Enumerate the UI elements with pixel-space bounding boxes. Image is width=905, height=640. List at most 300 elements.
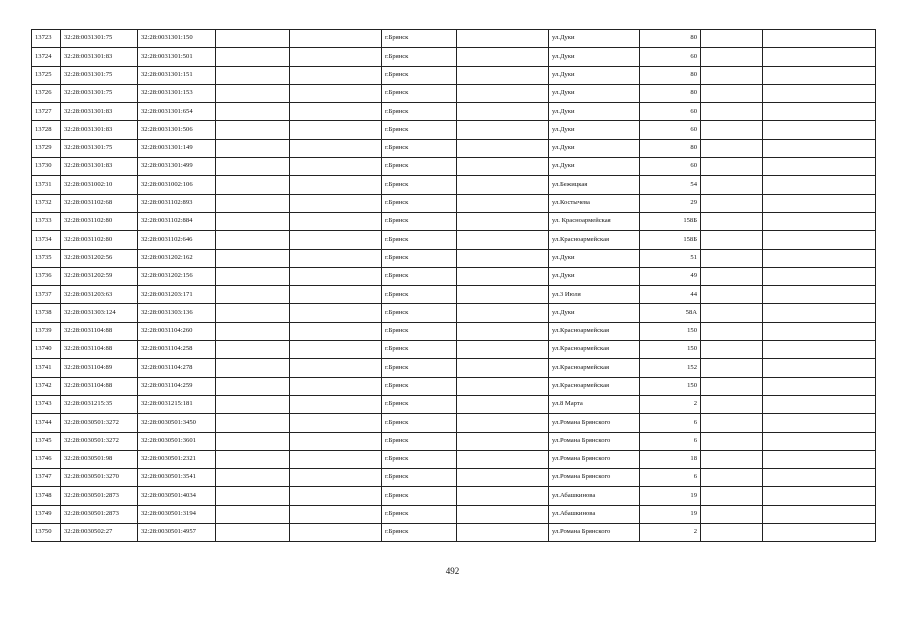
cell-empty <box>216 158 290 176</box>
cell-empty <box>763 139 876 157</box>
cell-record-number: 13737 <box>32 286 61 304</box>
table-row <box>32 487 876 505</box>
cell-city: г.Брянск <box>382 524 457 542</box>
cell-empty <box>701 505 763 523</box>
cell-empty <box>763 66 876 84</box>
cell-empty <box>701 487 763 505</box>
cell-empty <box>763 231 876 249</box>
cell-empty <box>457 432 549 450</box>
cell-empty <box>457 267 549 285</box>
cell-cadastral-number: 32:28:0030501:3194 <box>138 505 216 523</box>
table-row <box>32 66 876 84</box>
cell-empty <box>216 66 290 84</box>
table-row <box>32 359 876 377</box>
cell-house-number: 58А <box>640 304 701 322</box>
cell-empty <box>701 341 763 359</box>
cell-empty <box>216 30 290 48</box>
cell-empty <box>457 158 549 176</box>
cell-empty <box>457 121 549 139</box>
cell-house-number: 60 <box>640 158 701 176</box>
cell-record-number: 13745 <box>32 432 61 450</box>
cell-empty <box>290 48 382 66</box>
table-row <box>32 84 876 102</box>
cell-empty <box>701 359 763 377</box>
cell-parent-cadastral-number: 32:28:0031301:83 <box>61 158 138 176</box>
cell-empty <box>290 395 382 413</box>
cell-city: г.Брянск <box>382 158 457 176</box>
cell-house-number: 18 <box>640 450 701 468</box>
cell-empty <box>457 48 549 66</box>
cell-cadastral-number: 32:28:0031104:259 <box>138 377 216 395</box>
cell-parent-cadastral-number: 32:28:0030501:2873 <box>61 487 138 505</box>
cell-city: г.Брянск <box>382 48 457 66</box>
cell-house-number: 6 <box>640 469 701 487</box>
cell-cadastral-number: 32:28:0031104:278 <box>138 359 216 377</box>
table-row <box>32 231 876 249</box>
cell-parent-cadastral-number: 32:28:0031301:83 <box>61 121 138 139</box>
cell-empty <box>457 176 549 194</box>
cell-empty <box>290 66 382 84</box>
cell-record-number: 13731 <box>32 176 61 194</box>
cell-empty <box>763 212 876 230</box>
cell-city: г.Брянск <box>382 487 457 505</box>
cell-empty <box>216 432 290 450</box>
cell-empty <box>290 139 382 157</box>
cell-parent-cadastral-number: 32:28:0030501:3272 <box>61 432 138 450</box>
cell-record-number: 13734 <box>32 231 61 249</box>
cell-empty <box>763 505 876 523</box>
cell-empty <box>701 139 763 157</box>
cell-cadastral-number: 32:28:0030501:2321 <box>138 450 216 468</box>
cell-empty <box>290 432 382 450</box>
table-row <box>32 377 876 395</box>
cell-empty <box>763 322 876 340</box>
cell-house-number: 2 <box>640 395 701 413</box>
cell-cadastral-number: 32:28:0031301:501 <box>138 48 216 66</box>
cell-empty <box>216 139 290 157</box>
registry-table <box>31 29 876 542</box>
table-row <box>32 432 876 450</box>
cell-house-number: 19 <box>640 505 701 523</box>
table-row <box>32 267 876 285</box>
cell-cadastral-number: 32:28:0031301:149 <box>138 139 216 157</box>
cell-empty <box>216 267 290 285</box>
cell-parent-cadastral-number: 32:28:0031104:88 <box>61 377 138 395</box>
cell-empty <box>763 121 876 139</box>
cell-record-number: 13732 <box>32 194 61 212</box>
cell-parent-cadastral-number: 32:28:0031301:83 <box>61 48 138 66</box>
cell-empty <box>457 194 549 212</box>
cell-empty <box>216 505 290 523</box>
table-row <box>32 48 876 66</box>
cell-empty <box>290 212 382 230</box>
cell-city: г.Брянск <box>382 395 457 413</box>
cell-street: ул.Дуки <box>549 84 640 102</box>
cell-empty <box>457 377 549 395</box>
cell-empty <box>216 231 290 249</box>
cell-empty <box>763 48 876 66</box>
cell-city: г.Брянск <box>382 139 457 157</box>
cell-record-number: 13724 <box>32 48 61 66</box>
cell-empty <box>290 30 382 48</box>
cell-parent-cadastral-number: 32:28:0031104:89 <box>61 359 138 377</box>
cell-empty <box>216 194 290 212</box>
cell-city: г.Брянск <box>382 84 457 102</box>
cell-empty <box>701 524 763 542</box>
cell-city: г.Брянск <box>382 194 457 212</box>
cell-parent-cadastral-number: 32:28:0031202:59 <box>61 267 138 285</box>
cell-empty <box>701 377 763 395</box>
cell-cadastral-number: 32:28:0031303:136 <box>138 304 216 322</box>
cell-parent-cadastral-number: 32:28:0031102:80 <box>61 231 138 249</box>
cell-empty <box>216 212 290 230</box>
cell-parent-cadastral-number: 32:28:0030501:3272 <box>61 414 138 432</box>
cell-cadastral-number: 32:28:0031104:258 <box>138 341 216 359</box>
cell-empty <box>701 48 763 66</box>
cell-cadastral-number: 32:28:0031301:150 <box>138 30 216 48</box>
cell-record-number: 13727 <box>32 103 61 121</box>
cell-cadastral-number: 32:28:0031203:171 <box>138 286 216 304</box>
cell-cadastral-number: 32:28:0031301:499 <box>138 158 216 176</box>
cell-record-number: 13736 <box>32 267 61 285</box>
cell-empty <box>701 395 763 413</box>
cell-parent-cadastral-number: 32:28:0031102:68 <box>61 194 138 212</box>
cell-city: г.Брянск <box>382 231 457 249</box>
cell-empty <box>701 66 763 84</box>
cell-street: ул.Дуки <box>549 267 640 285</box>
cell-street: ул.Дуки <box>549 139 640 157</box>
cell-record-number: 13738 <box>32 304 61 322</box>
cell-empty <box>763 30 876 48</box>
cell-empty <box>763 341 876 359</box>
cell-empty <box>290 286 382 304</box>
cell-record-number: 13749 <box>32 505 61 523</box>
cell-city: г.Брянск <box>382 304 457 322</box>
cell-empty <box>216 121 290 139</box>
cell-empty <box>290 84 382 102</box>
cell-cadastral-number: 32:28:0031104:260 <box>138 322 216 340</box>
cell-record-number: 13730 <box>32 158 61 176</box>
cell-cadastral-number: 32:28:0031301:506 <box>138 121 216 139</box>
cell-city: г.Брянск <box>382 212 457 230</box>
cell-city: г.Брянск <box>382 30 457 48</box>
cell-house-number: 51 <box>640 249 701 267</box>
cell-empty <box>290 304 382 322</box>
cell-empty <box>701 194 763 212</box>
cell-street: ул.Абашкинова <box>549 487 640 505</box>
cell-empty <box>290 524 382 542</box>
table-row <box>32 524 876 542</box>
cell-empty <box>763 432 876 450</box>
cell-empty <box>763 414 876 432</box>
cell-empty <box>290 176 382 194</box>
cell-empty <box>763 377 876 395</box>
table-row <box>32 341 876 359</box>
cell-empty <box>457 249 549 267</box>
cell-city: г.Брянск <box>382 505 457 523</box>
cell-empty <box>763 469 876 487</box>
cell-street: ул.Абашкинова <box>549 505 640 523</box>
cell-empty <box>290 505 382 523</box>
cell-empty <box>701 231 763 249</box>
table-row <box>32 322 876 340</box>
cell-record-number: 13742 <box>32 377 61 395</box>
cell-street: ул.8 Марта <box>549 395 640 413</box>
cell-record-number: 13739 <box>32 322 61 340</box>
cell-record-number: 13725 <box>32 66 61 84</box>
cell-empty <box>763 359 876 377</box>
cell-empty <box>701 212 763 230</box>
cell-house-number: 158Б <box>640 212 701 230</box>
table-row <box>32 450 876 468</box>
cell-empty <box>701 176 763 194</box>
cell-parent-cadastral-number: 32:28:0031102:80 <box>61 212 138 230</box>
cell-house-number: 150 <box>640 341 701 359</box>
cell-empty <box>290 249 382 267</box>
cell-empty <box>216 359 290 377</box>
table-row <box>32 414 876 432</box>
cell-street: ул. Красноармейская <box>549 212 640 230</box>
table-body <box>32 30 876 542</box>
table-row <box>32 30 876 48</box>
cell-empty <box>216 341 290 359</box>
cell-city: г.Брянск <box>382 176 457 194</box>
cell-cadastral-number: 32:28:0031301:654 <box>138 103 216 121</box>
table-row <box>32 505 876 523</box>
cell-street: ул.Дуки <box>549 30 640 48</box>
cell-house-number: 29 <box>640 194 701 212</box>
cell-empty <box>216 322 290 340</box>
cell-city: г.Брянск <box>382 432 457 450</box>
cell-house-number: 80 <box>640 30 701 48</box>
cell-house-number: 60 <box>640 103 701 121</box>
cell-parent-cadastral-number: 32:28:0030502:27 <box>61 524 138 542</box>
cell-empty <box>763 286 876 304</box>
cell-empty <box>763 249 876 267</box>
cell-empty <box>216 377 290 395</box>
cell-empty <box>457 505 549 523</box>
cell-house-number: 150 <box>640 377 701 395</box>
cell-parent-cadastral-number: 32:28:0031104:88 <box>61 322 138 340</box>
table-row <box>32 304 876 322</box>
cell-cadastral-number: 32:28:0031301:151 <box>138 66 216 84</box>
cell-empty <box>701 432 763 450</box>
cell-street: ул.Дуки <box>549 48 640 66</box>
cell-record-number: 13747 <box>32 469 61 487</box>
table-row <box>32 212 876 230</box>
cell-empty <box>290 231 382 249</box>
cell-empty <box>763 158 876 176</box>
cell-cadastral-number: 32:28:0030501:4034 <box>138 487 216 505</box>
cell-empty <box>457 286 549 304</box>
cell-empty <box>457 304 549 322</box>
cell-parent-cadastral-number: 32:28:0031002:10 <box>61 176 138 194</box>
cell-empty <box>290 322 382 340</box>
cell-empty <box>457 414 549 432</box>
cell-empty <box>216 304 290 322</box>
cell-parent-cadastral-number: 32:28:0030501:3270 <box>61 469 138 487</box>
cell-empty <box>763 524 876 542</box>
cell-street: ул.Красноармейская <box>549 377 640 395</box>
cell-empty <box>290 103 382 121</box>
cell-city: г.Брянск <box>382 359 457 377</box>
cell-street: ул.Дуки <box>549 158 640 176</box>
table-row <box>32 469 876 487</box>
cell-empty <box>701 249 763 267</box>
table-row <box>32 194 876 212</box>
cell-empty <box>763 487 876 505</box>
cell-cadastral-number: 32:28:0031102:884 <box>138 212 216 230</box>
cell-street: ул.Дуки <box>549 249 640 267</box>
cell-empty <box>216 103 290 121</box>
cell-empty <box>290 487 382 505</box>
table-row <box>32 249 876 267</box>
cell-street: ул.Романа Брянского <box>549 414 640 432</box>
cell-record-number: 13740 <box>32 341 61 359</box>
cell-empty <box>457 84 549 102</box>
cell-house-number: 150 <box>640 322 701 340</box>
table-row <box>32 176 876 194</box>
cell-house-number: 80 <box>640 139 701 157</box>
cell-empty <box>290 450 382 468</box>
cell-empty <box>457 524 549 542</box>
cell-street: ул.Красноармейская <box>549 322 640 340</box>
cell-empty <box>763 176 876 194</box>
cell-parent-cadastral-number: 32:28:0031301:75 <box>61 66 138 84</box>
table-row <box>32 286 876 304</box>
table-row <box>32 121 876 139</box>
cell-record-number: 13743 <box>32 395 61 413</box>
cell-parent-cadastral-number: 32:28:0031202:56 <box>61 249 138 267</box>
cell-record-number: 13741 <box>32 359 61 377</box>
cell-city: г.Брянск <box>382 341 457 359</box>
cell-city: г.Брянск <box>382 414 457 432</box>
cell-empty <box>216 487 290 505</box>
cell-parent-cadastral-number: 32:28:0030501:2873 <box>61 505 138 523</box>
cell-house-number: 49 <box>640 267 701 285</box>
cell-empty <box>457 66 549 84</box>
cell-record-number: 13750 <box>32 524 61 542</box>
cell-city: г.Брянск <box>382 377 457 395</box>
cell-street: ул.3 Июля <box>549 286 640 304</box>
cell-empty <box>216 48 290 66</box>
cell-empty <box>290 377 382 395</box>
cell-parent-cadastral-number: 32:28:0031303:124 <box>61 304 138 322</box>
cell-city: г.Брянск <box>382 249 457 267</box>
cell-record-number: 13748 <box>32 487 61 505</box>
cell-empty <box>457 103 549 121</box>
cell-empty <box>763 84 876 102</box>
cell-house-number: 152 <box>640 359 701 377</box>
cell-street: ул.Дуки <box>549 121 640 139</box>
cell-street: ул.Дуки <box>549 103 640 121</box>
cell-cadastral-number: 32:28:0031002:106 <box>138 176 216 194</box>
table-row <box>32 103 876 121</box>
cell-street: ул.Дуки <box>549 66 640 84</box>
cell-empty <box>701 158 763 176</box>
cell-empty <box>290 341 382 359</box>
table-row <box>32 139 876 157</box>
cell-city: г.Брянск <box>382 286 457 304</box>
cell-empty <box>701 84 763 102</box>
cell-house-number: 6 <box>640 414 701 432</box>
cell-city: г.Брянск <box>382 66 457 84</box>
cell-empty <box>216 414 290 432</box>
cell-empty <box>701 322 763 340</box>
cell-empty <box>701 121 763 139</box>
cell-empty <box>216 176 290 194</box>
cell-empty <box>457 212 549 230</box>
cell-record-number: 13733 <box>32 212 61 230</box>
cell-city: г.Брянск <box>382 103 457 121</box>
cell-record-number: 13723 <box>32 30 61 48</box>
cell-street: ул.Красноармейская <box>549 231 640 249</box>
cell-parent-cadastral-number: 32:28:0031301:83 <box>61 103 138 121</box>
cell-cadastral-number: 32:28:0030501:3450 <box>138 414 216 432</box>
cell-empty <box>763 395 876 413</box>
cell-empty <box>457 341 549 359</box>
cell-empty <box>457 359 549 377</box>
cell-empty <box>457 139 549 157</box>
cell-street: ул.Романа Брянского <box>549 450 640 468</box>
cell-house-number: 80 <box>640 66 701 84</box>
cell-empty <box>763 450 876 468</box>
cell-empty <box>457 395 549 413</box>
cell-house-number: 2 <box>640 524 701 542</box>
cell-city: г.Брянск <box>382 450 457 468</box>
cell-house-number: 54 <box>640 176 701 194</box>
cell-street: ул.Дуки <box>549 304 640 322</box>
cell-cadastral-number: 32:28:0030501:4957 <box>138 524 216 542</box>
cell-record-number: 13729 <box>32 139 61 157</box>
cell-empty <box>457 487 549 505</box>
cell-empty <box>701 414 763 432</box>
cell-empty <box>763 304 876 322</box>
cell-street: ул.Романа Брянского <box>549 432 640 450</box>
cell-empty <box>763 103 876 121</box>
cell-empty <box>457 30 549 48</box>
cell-empty <box>290 469 382 487</box>
cell-parent-cadastral-number: 32:28:0031104:88 <box>61 341 138 359</box>
cell-empty <box>290 359 382 377</box>
cell-empty <box>216 450 290 468</box>
cell-house-number: 19 <box>640 487 701 505</box>
page-number: 492 <box>445 566 460 576</box>
cell-street: ул.Романа Брянского <box>549 469 640 487</box>
cell-parent-cadastral-number: 32:28:0030501:98 <box>61 450 138 468</box>
cell-empty <box>290 267 382 285</box>
cell-empty <box>763 267 876 285</box>
cell-empty <box>701 267 763 285</box>
cell-city: г.Брянск <box>382 322 457 340</box>
cell-city: г.Брянск <box>382 267 457 285</box>
cell-city: г.Брянск <box>382 121 457 139</box>
cell-cadastral-number: 32:28:0030501:3541 <box>138 469 216 487</box>
cell-empty <box>701 304 763 322</box>
cell-record-number: 13746 <box>32 450 61 468</box>
table-row <box>32 158 876 176</box>
cell-empty <box>701 450 763 468</box>
cell-cadastral-number: 32:28:0031202:162 <box>138 249 216 267</box>
cell-house-number: 44 <box>640 286 701 304</box>
cell-house-number: 158Б <box>640 231 701 249</box>
cell-record-number: 13735 <box>32 249 61 267</box>
cell-empty <box>457 322 549 340</box>
cell-street: ул.Красноармейская <box>549 341 640 359</box>
table-row <box>32 395 876 413</box>
cell-record-number: 13744 <box>32 414 61 432</box>
cell-empty <box>701 469 763 487</box>
